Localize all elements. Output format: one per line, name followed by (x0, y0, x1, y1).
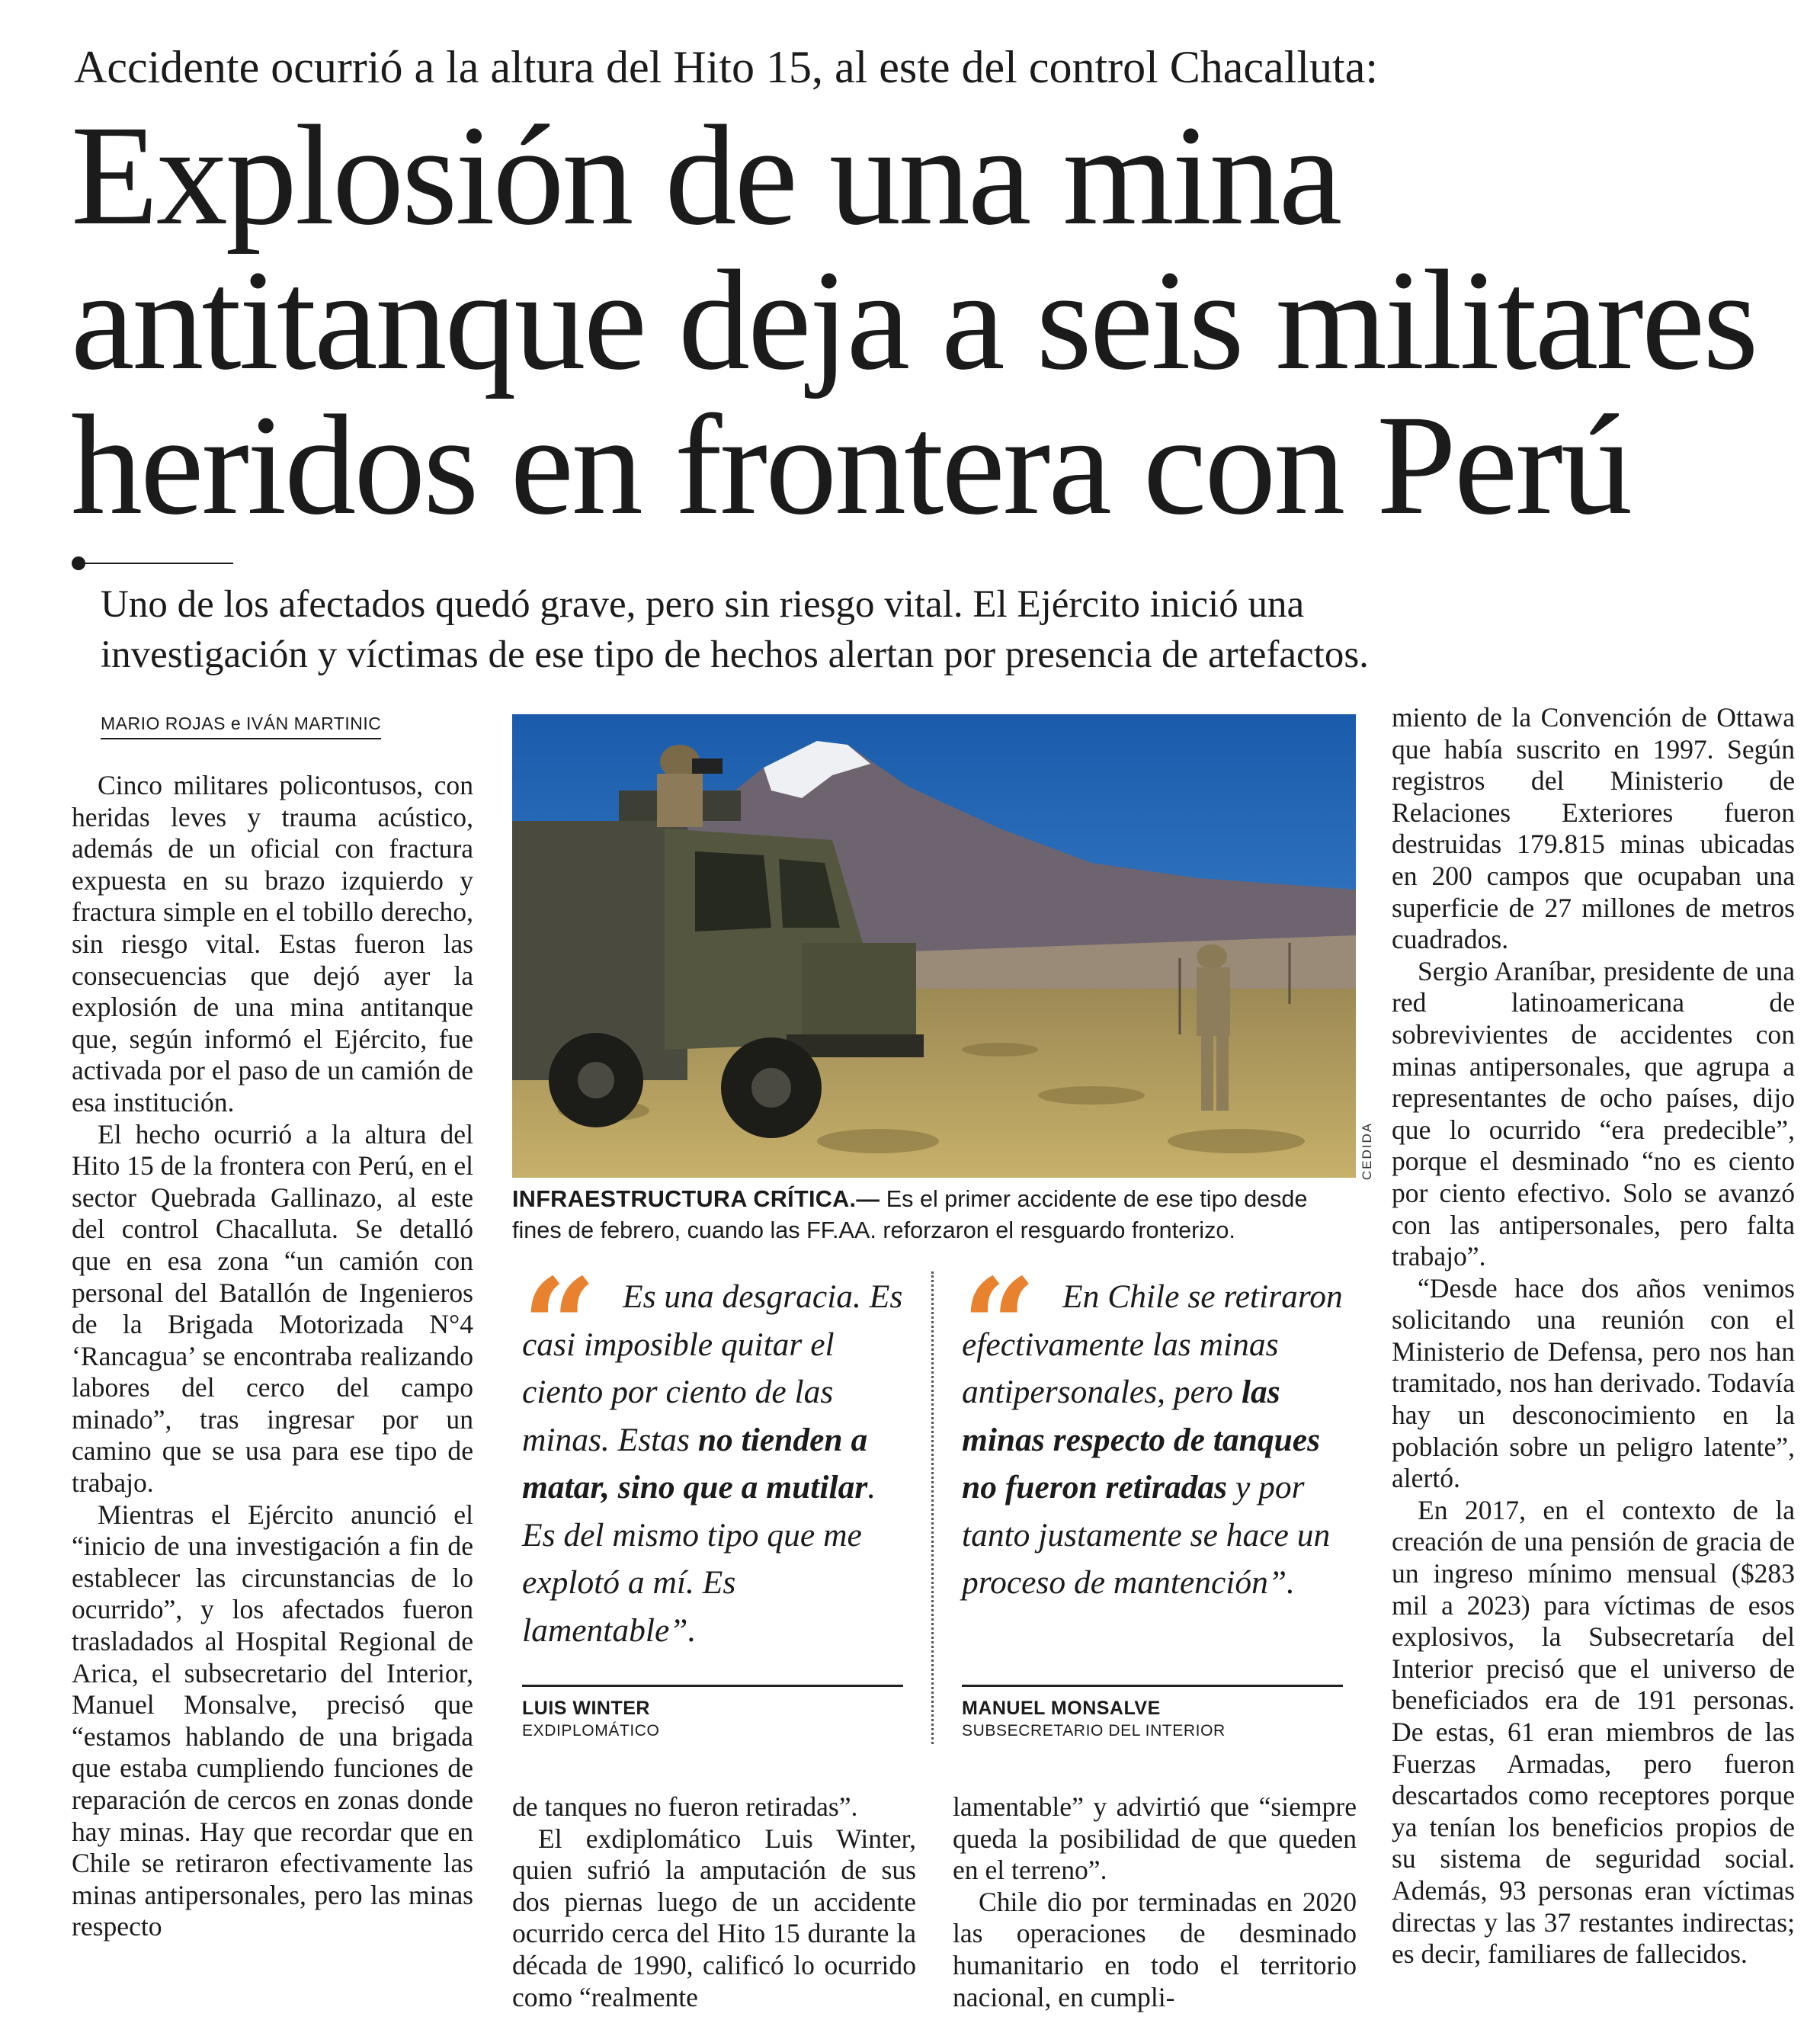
body-paragraph: Sergio Araníbar, presidente de una red latinoamericana de sobrevivientes de accidentes con minas antipersonales, que agrupa a representantes de ocho países, dijo que lo ocurrido “era predecible”, porque el desminado “no es ciento por ciento efectivo. Solo se avanzó con las antipersonales, pero falta trabajo”. (1392, 955, 1795, 1272)
photo-credit-text: CEDIDA (1360, 1121, 1375, 1181)
headline (71, 95, 1809, 544)
body-paragraph: “Desde hace dos años venimos solicitando una reunión con el Ministerio de Defensa, pero nos han tramitado, nos han derivado. Todavía hay un desconocimiento en la población sobre un peligro latente”, alertó. (1392, 1272, 1795, 1494)
body-column-3 (953, 1791, 1357, 2013)
photo-caption-label: INFRAESTRUCTURA CRÍTICA.— (512, 1186, 880, 1212)
photo-caption-text: Es el primer accidente de ese tipo desde fines de febrero, cuando las FF.AA. reforzaron el resguardo fronterizo. (512, 1186, 1308, 1243)
deck-line-1: Uno de los afectados quedó grave, pero sin riesgo vital. El Ejército inició una (101, 583, 1305, 626)
photo-credit (1358, 1121, 1376, 1182)
byline: MARIO ROJAS e IVÁN MARTINIC (101, 713, 381, 739)
deck-line-2: investigación y víctimas de ese tipo de hechos alertan por presencia de artefactos. (101, 633, 1369, 676)
body-paragraph: Cinco militares policontusos, con heridas leves y trauma acústico, además de un oficial con fractura expuesta en su brazo izquierdo y fractura simple en el tobillo derecho, sin riesgo vital. Estas fueron las consecuencias que dejó ayer la explosión de una mina antitanque que, según informó el Ejército, fue activada por el paso de un camión de esa institución. (72, 770, 473, 1118)
pull-quote-role: EXDIPLOMÁTICO (522, 1722, 660, 1740)
body-paragraph: Mientras el Ejército anunció el “inicio de una investigación a fin de establecer las circunstancias de lo ocurrido”, y los afectados fueron trasladados al Hospital Regional de Arica, el subsecretario del Interior, Manuel Monsalve, precisó que “estamos hablando de una brigada que estaba cumpliendo funciones de reparación de cercos en zonas donde hay minas. Hay que recordar que en Chile se retiraron efectivamente las minas antipersonales, pero las minas respecto (72, 1499, 473, 1942)
article-photo (512, 714, 1356, 1178)
body-paragraph: El exdiplomático Luis Winter, quien sufrió la amputación de sus dos piernas luego de un accidente ocurrido cerca del Hito 15 durante la década de 1990, calificó lo ocurrido como “realmente (512, 1823, 916, 2012)
soldier-standing (1197, 944, 1230, 1111)
body-column-4 (1392, 702, 1795, 1970)
headline-line-2: antitanque deja a seis militares (71, 240, 1757, 399)
headline-line-1: Explosión de una mina (71, 95, 1341, 255)
photo-caption (512, 1184, 1358, 1246)
photo-truck-soldiers-illustration (512, 714, 1356, 1178)
kicker: Accidente ocurrió a la altura del Hito 15, al este del control Chacalluta: (74, 42, 1378, 92)
headline-line-3: heridos en frontera con Perú (71, 385, 1630, 544)
pull-quote-monsalve (962, 1250, 1351, 1740)
deck-rule-line (84, 563, 233, 564)
body-column-2 (512, 1791, 916, 2013)
body-paragraph: lamentable” y advirtió que “siempre queda la posibilidad de que queden en el terreno”. (953, 1791, 1357, 1886)
body-paragraph: En 2017, en el contexto de la creación de una pensión de gracia de un ingreso mínimo mensual ($283 mil a 2023) para víctimas de esos explosivos, la Subsecretaría del Interior precisó que el universo de beneficiados era de 191 personas. De estas, 61 eran miembros de las Fuerzas Armadas, pero fueron descartados como receptores porque ya tenían los beneficios propios de su sistema de seguridad social. Además, 93 personas eran víctimas directas y las 37 restantes indirectas; es decir, familiares de fallecidos. (1392, 1494, 1795, 1970)
deck (101, 579, 1793, 680)
pull-quote-text: Es una desgracia. Es casi imposible quitar el ciento por ciento de las minas. Estas no tienden a matar, sino que a mutilar. Es del mismo tipo que me explotó a mí. Es lamentable”. (522, 1278, 903, 1649)
body-paragraph: El hecho ocurrió a la altura del Hito 15 de la frontera con Perú, en el sector Quebrada Gallinazo, al este del control Chacalluta. Se detalló que en esa zona “un camión con personal del Batallón de Ingenieros de la Brigada Motorizada N°4 ‘Rancagua’ se encontraba realizando labores del cerco del campo minado”, tras ingresar por un camino que se usa para ese tipo de trabajo. (72, 1118, 473, 1499)
body-paragraph: miento de la Convención de Ottawa que había suscrito en 1997. Según registros del Ministerio de Relaciones Exteriores fueron destruidas 179.815 minas ubicadas en 200 campos que ocupaban una superficie de 27 millones de metros cuadrados. (1392, 702, 1795, 955)
pull-quote-rule (962, 1685, 1343, 1687)
body-paragraph: de tanques no fueron retiradas”. (512, 1791, 858, 1822)
pull-quote-name: MANUEL MONSALVE (962, 1698, 1161, 1719)
body-paragraph: Chile dio por terminadas en 2020 las operaciones de desminado humanitario en todo el territorio nacional, en cumpli- (953, 1886, 1357, 2012)
pull-quote-text: En Chile se retiraron efectivamente las minas antipersonales, pero las minas respecto de tanques no fueron retiradas y por tanto justamente se hace un proceso de mantención”. (962, 1278, 1343, 1601)
pull-quote-name: LUIS WINTER (522, 1698, 650, 1719)
quote-mark-icon: “ (962, 1250, 1037, 1403)
quote-mark-icon: “ (522, 1250, 597, 1403)
body-column-1 (72, 770, 473, 1943)
pull-quote-rule (522, 1685, 903, 1687)
quote-divider (931, 1271, 934, 1744)
pull-quote-role: SUBSECRETARIO DEL INTERIOR (962, 1722, 1226, 1740)
pull-quote-winter (522, 1250, 911, 1740)
